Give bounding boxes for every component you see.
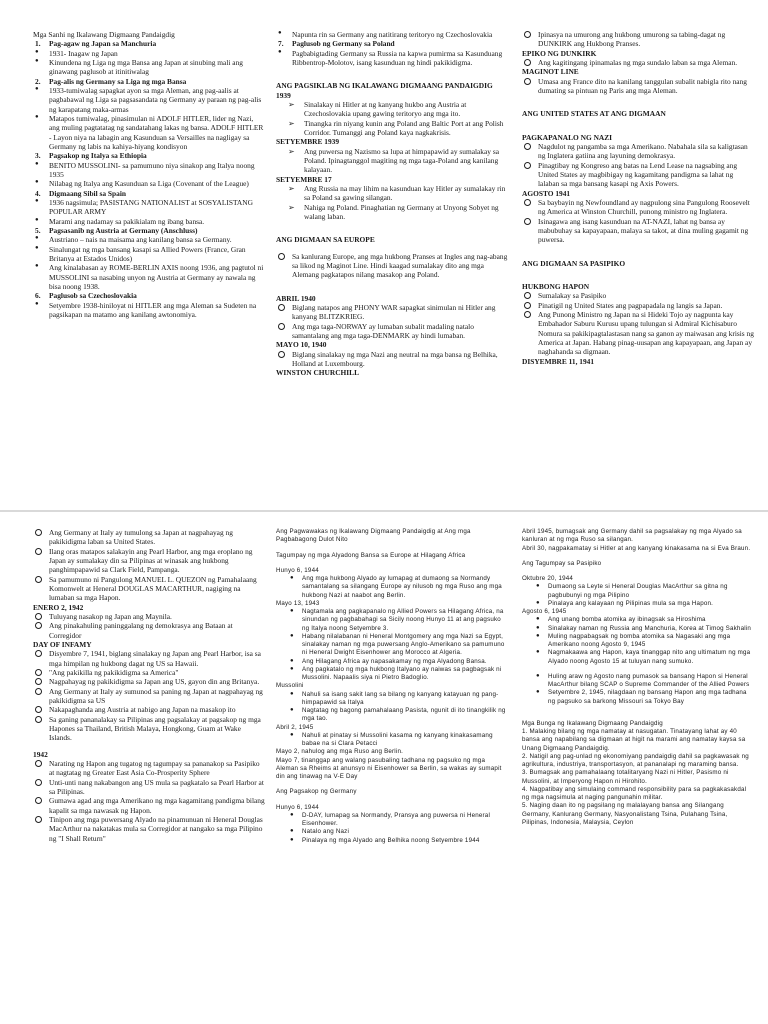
bullet-icon: ● [290, 657, 294, 664]
list-item-text: Sinalakay naman ng Russia ang Manchuria, Korea at Timog Sakhalin [548, 624, 752, 632]
list-item [33, 58, 265, 77]
arrow-bullet-icon: ➢ [288, 183, 295, 193]
arrow-bullet-icon: ➢ [288, 146, 295, 156]
list-item-text: Nagmakaawa ang Hapon, kaya tinanggap nito ang ultimatum ng mga Alyado noong Agosto 15 at tuluyan nang sumuko. [548, 649, 751, 665]
list-item [276, 633, 508, 658]
item-heading: Pagsakop ng Italya sa Ethiopia [49, 151, 147, 161]
hollow-bullet-icon [35, 576, 42, 583]
bullet-icon: ● [290, 575, 294, 581]
date-heading: Hunyo 6, 1944 [276, 803, 319, 811]
column-pacific-war [33, 512, 265, 1024]
list-item-text: Pagbabigtading Germany sa Russia na kapwa pumirma sa Kasunduang Ribbentrop-Molotov, isang kasunduan ng hindi pakikidigma. [292, 48, 503, 67]
spacer [522, 666, 754, 673]
list-item-text: Dumaong sa Leyte si Heneral Douglas MacArthur sa gitna ng pagbubunyi ng mga Pilipino [548, 583, 728, 599]
list-item-text: Sa kanlurang Europe, ang mga hukbong Pranses at Ingles ang nag-abang sa likod ng Maginot Line. Hindi kaagad sumalakay dito ang mga Alemang pagkatapos nilang masakop ang Poland. [292, 251, 508, 280]
date-heading: MAYO 10, 1940 [276, 340, 327, 350]
numbered-heading [33, 151, 265, 160]
date-heading: Oktubre 20, 1944 [522, 575, 574, 582]
list-item [276, 303, 508, 322]
list-item [276, 30, 508, 39]
list-item [522, 77, 754, 96]
list-item [33, 796, 265, 815]
list-item-text: Sinalakay ni Hitler at ng kanyang hukbo ang Austria at Czechoslovakia upang gawing teritoryo ang mga ito. [304, 99, 467, 119]
bullet-icon: ● [35, 197, 39, 204]
bullet-icon: ● [290, 665, 294, 672]
bullet-icon: ● [536, 649, 540, 656]
list-item [276, 252, 508, 280]
list-item-text: Sumalakay sa Pasipiko [538, 291, 607, 301]
hollow-bullet-icon [35, 650, 42, 657]
date-heading: 1942 [33, 749, 48, 759]
list-item [522, 616, 754, 624]
item-heading: Pagsasanib ng Austria at Germany (Anschluss) [49, 225, 198, 235]
spacer [522, 706, 754, 720]
section-heading: MAGINOT LINE [522, 67, 579, 77]
arrow-bullet-icon: ➢ [288, 99, 295, 109]
list-item-text: Ang Germany at Italy ay tumulong sa Japan at nagpahayag ng pakikidigma laban sa United States. [49, 528, 233, 547]
spacer [522, 95, 754, 109]
hollow-bullet-icon [35, 548, 42, 555]
hollow-bullet-icon [35, 622, 42, 629]
hollow-bullet-icon [524, 292, 531, 299]
bullet-icon: ● [35, 300, 39, 307]
list-item-text: Ang pagkatalo ng mga hukbong Italyano ay naiwas sa pagbagsak ni Mussolini. Napaalis siya ni Pietro Badoglio. [302, 665, 502, 681]
section-title: ANG UNITED STATES AT ANG DIGMAAN [522, 109, 666, 119]
list-item [33, 198, 265, 217]
document-title: Mga Sanhi ng Ikalawang Digmaang Pandaigdig [33, 30, 175, 39]
hollow-bullet-icon [278, 253, 285, 260]
list-item-text: Ang mga taga-NORWAY ay lumaban subalit madaling natalo samantalang ang mga taga-DENMARK ay hindi lumaban. [292, 321, 474, 340]
list-item-text: Ang Punong Ministro ng Japan na si Hideki Tojo ay nagpunta kay Embahador Saburu Kurusu upang tulungan si Admiral Kichisaburo Nomura sa pakikipagtalastasan nang sa ganon ay maiwasan ang krisis ng America at Japan. Habang pinag-uusapan ang kapayapaan, ang Japan ay naghahanda sa digmaan. [538, 309, 754, 357]
list-item [33, 235, 265, 244]
list-item [33, 621, 265, 640]
date-heading: DISYEMBRE 11, 1941 [522, 356, 595, 366]
list-item [33, 179, 265, 188]
date-heading: SETYEMBRE 17 [276, 174, 332, 184]
list-item-text: Habang nilalabanan ni Heneral Montgomery ang mga Nazi sa Egypt, sinalakay naman ng mga puwersang Anglo-Amerikano sa pamumuno ni Heneral Dwight Eisenhower ang Morocco at Algeria. [302, 632, 505, 657]
list-item-text: Ang kagitingang ipinamalas ng mga sundalo laban sa mga Aleman. [538, 57, 738, 67]
list-item-text: Ilang oras matapos salakayin ang Pearl Harbor, ang mga eroplano ng Japan ay sumalakay din sa Pilipinas at winasak ang hukbong panghimpapawid sa Clark Field, Pampanga. [49, 546, 253, 575]
outbreak-content [276, 30, 508, 378]
date-heading: Hunyo 6, 1944 [276, 566, 319, 574]
bullet-icon: ● [35, 113, 39, 120]
list-item [522, 301, 754, 310]
list-item [33, 705, 265, 714]
hollow-bullet-icon [35, 760, 42, 767]
list-item-text: Nilabag ng Italya ang Kasunduan sa Liga (Covenant of the League) [49, 179, 249, 189]
spacer [276, 221, 508, 235]
list-item-text: Muling nagpabagsak ng bomba atomika sa Nagasaki ang mga Amerikano noong Agosto 9, 1945 [548, 632, 731, 648]
date-heading: Mussolini [276, 682, 304, 690]
hollow-bullet-icon [278, 323, 285, 330]
column-outbreak [276, 0, 508, 512]
list-item [522, 689, 754, 706]
list-item-text: Gumawa agad ang mga Amerikano ng mga kagamitang pandigma bilang kapalit sa mga nawasak ng Hapon. [49, 796, 265, 815]
list-item-text: Ang mga hukbong Alyado ay lumapag at dumaong sa Normandy samantalang sa silangang Europe ay nilusob ng mga Ruso ang mga hukbong Nazi at naabot ang Berlin. [302, 575, 502, 599]
hollow-bullet-icon [278, 304, 285, 311]
item-heading: Paglusob sa Czechoslovakia [49, 291, 137, 301]
list-item [33, 815, 265, 843]
list-item [33, 612, 265, 621]
bullet-icon: ● [290, 731, 294, 738]
column-causes [33, 0, 265, 512]
list-item [276, 49, 508, 68]
column-war-end [276, 512, 508, 1024]
list-item-text: Marami ang nadamay sa pakikialam ng ibang bansa. [49, 216, 205, 226]
list-item [33, 301, 265, 320]
spacer [522, 268, 754, 282]
hollow-bullet-icon [524, 311, 531, 318]
list-item-text: Pinatigil ng United States ang pagpapadala ng langis sa Japan. [538, 300, 723, 310]
section-title: Ang Pagsakop ng Germany [276, 788, 357, 796]
hollow-bullet-icon [35, 613, 42, 620]
list-item [276, 812, 508, 829]
list-item [276, 147, 508, 175]
paragraph: Mayo 7, tinanggap ang walang pasubaling tadhana ng pagsuko ng mga Aleman sa Rheims at anunsyo ni Eisenhower sa Berlin, sa wakas ay sumapit din ang tinawag na V-E Day [276, 756, 502, 780]
causes-list [33, 39, 265, 319]
spacer [276, 560, 508, 567]
date-heading: ABRIL 1940 [276, 293, 316, 303]
bullet-icon: ● [278, 30, 282, 36]
list-item [276, 184, 508, 203]
list-item [276, 100, 508, 119]
numbered-heading [276, 39, 508, 48]
paragraph: Abril 30, nagpakamatay si Hitler at ang kanyang kinakasama na si Eva Braun. [522, 544, 751, 552]
bullet-icon: ● [35, 263, 39, 270]
list-item [276, 608, 508, 633]
us-pacific-content [522, 30, 754, 366]
hollow-bullet-icon [35, 529, 42, 536]
date-heading: Mayo 13, 1943 [276, 599, 320, 607]
list-item [33, 245, 265, 264]
hollow-bullet-icon [35, 706, 42, 713]
arrow-bullet-icon: ➢ [288, 202, 295, 212]
arrow-bullet-icon: ➢ [288, 118, 295, 128]
spacer [33, 743, 265, 750]
list-item-text: Sa baybayin ng Newfoundland ay nagpulong sina Pangulong Roosevelt ng America at Winston Churchill, punong ministro ng Inglatera. [538, 197, 750, 217]
list-item-text: Nagtamala ang pagkapanalo ng Allied Powers sa Hilagang Africa, na sinundan ng pagbabahagi sa Sicily noong Hunyo 11 at ang pagsuko ng Italya noong Setyembre 3. [302, 608, 504, 632]
bullet-icon: ● [290, 632, 294, 639]
hollow-bullet-icon [278, 351, 285, 358]
hollow-bullet-icon [35, 669, 42, 676]
date-heading: Abril 2, 1945 [276, 723, 314, 731]
list-item-text: Ang pinakahuling paninggalang ng demokrasya ang Bataan at Corregidor [49, 621, 233, 640]
bullet-icon: ● [290, 690, 294, 697]
list-item [522, 625, 754, 633]
item-number: 6. [35, 291, 41, 301]
date-heading: ENERO 2, 1942 [33, 602, 84, 612]
bullet-icon: ● [536, 689, 540, 696]
section-title: HUKBONG HAPON [522, 281, 590, 291]
section-title: PAGKAPANALO NG NAZI [522, 132, 613, 142]
list-item [276, 575, 508, 600]
list-item [276, 828, 508, 836]
numbered-paragraph: 3. Bumagsak ang pamahalaang totalitaryang Nazi ni Hitler, Pasismo ni Mussolini, at Imperyong Hapon ni Hirohito. [522, 769, 729, 785]
list-item-text: Huling araw ng Agosto nang pumasok sa bansang Hapon si Heneral MacArthur bilang SCAP o Supreme Commander of the Allied Powers [548, 672, 750, 688]
list-item [33, 49, 265, 58]
list-item [33, 649, 265, 668]
paragraph: Mayo 2, nahulog ang mga Ruso ang Berlin. [276, 748, 404, 756]
list-item-text: Nahuli sa isang sakit lang sa bilang ng kanyang katayuan ng pang-himpapawid sa Italya [302, 690, 499, 706]
list-item-text: Ang Russia na may lihim na kasunduan kay Hitler ay sumalakay rin sa Poland sa gawing silangan. [304, 183, 506, 203]
list-item-text: D-DAY, lumapag sa Normandy, Pransya ang puwersa ni Heneral Eisenhower. [302, 811, 491, 827]
list-item-text: Ang unang bomba atomika ay ibinagsak sa Hiroshima [548, 616, 706, 624]
item-number: 2. [35, 76, 41, 86]
item-number: 4. [35, 188, 41, 198]
item-number: 1. [35, 39, 41, 49]
list-item [522, 198, 754, 217]
date-heading: 1939 [276, 90, 291, 100]
list-item-text: Tinipon ang mga puwersang Alyado na pinamunuan ni Heneral Douglas MacArthur na nakatakas mula sa Corregidor at nangako sa mga Pilipino ng "I Shall Return" [49, 814, 263, 843]
item-heading: Pag-agaw ng Japan sa Manchuria [49, 39, 157, 49]
list-item-text: Nahiga ng Poland. Pinaghatian ng Germany at Unyong Sobyet ng walang laban. [304, 202, 499, 221]
numbered-paragraph: 2. Natigil ang pag-unlad ng ekonomiyang pandaigdig dahil sa pagkawasak ng agrikultura, industriya, transportasyon, at pananalapi ng maraming bansa. [522, 752, 749, 768]
column-us-pacific [522, 0, 754, 512]
spacer [276, 280, 508, 294]
date-heading: AGOSTO 1941 [522, 188, 571, 198]
bullet-icon: ● [35, 179, 39, 186]
page-bottom [0, 512, 768, 1024]
hollow-bullet-icon [524, 59, 531, 66]
bullet-icon: ● [35, 160, 39, 167]
list-item-text: Ang kinalabasan ay ROME-BERLIN AXIS noong 1936, ang pagtutol ni MUSSOLINI sa nasabing unyon ng Austria at Germany ay nawala ng bisa noong 1938. [49, 263, 264, 291]
list-item [522, 649, 754, 666]
list-item-text: Kinundena ng Liga ng mga Bansa ang Japan at sinubing mali ang ginawang paglusob at itinitiwalag [49, 57, 243, 77]
pacific-war-content [33, 528, 265, 843]
hollow-bullet-icon [35, 779, 42, 786]
bullet-icon: ● [536, 624, 540, 631]
list-item-text: Umasa ang France dito na kanilang tanggulan subalit nabigla rito nang dumating sa pintuan ng Paris ang mga Aleman. [538, 76, 747, 95]
bullet-icon: ● [35, 48, 39, 55]
list-item-text: Isinagawa ang isang kasunduan na AT-NAZI, lahat ng bansa ay mabubuhay sa kapayapaan, malaya sa takot, at dina muling gagamit ng puwersa. [538, 216, 749, 245]
hollow-bullet-icon [524, 78, 531, 85]
paragraph: Abril 1945, bumagsak ang Germany dahil sa pagsalakay ng mga Alyado sa kanluran at ng mga Ruso sa silangan. [522, 528, 742, 544]
list-item-text: 1936 nagsimula; PASISTANG NATIONALIST at SOSYALISTANG POPULAR ARMY [49, 197, 253, 217]
list-item [276, 707, 508, 724]
list-item [33, 778, 265, 797]
list-item [276, 666, 508, 683]
bullet-icon: ● [35, 85, 39, 92]
column-effects [522, 512, 754, 1024]
list-item [33, 161, 265, 180]
section-heading: WINSTON CHURCHILL [276, 368, 360, 378]
list-item-text: Ang Hilagang Africa ay napasakamay ng mga Alyadong Bansa. [302, 657, 487, 665]
list-item-text: Matapos tumiwalag, pinasimulan ni ADOLF HITLER, lider ng Nazi, ang muling pagtatatag ng sandatahang lakas ng bansa. ADOLF HITLER - Layon niya na labagin ang Kasunduan sa Versailles na nagligay sa Germany ng labis na kahiya-hiyang kondisyon [49, 113, 264, 151]
list-item-text: Sinalungat ng mga bansang kasapi sa Allied Powers (France, Gran Britanya at Estados Unidos) [49, 244, 246, 263]
list-item-text: Nagpahayag ng pakikidigma sa Japan ang US, gayon din ang Britanya. [49, 677, 260, 687]
list-item-text: Setyembre 1938-hiniloyat ni HITLER ang mga Aleman sa Sudeten na pagsikapan na matamo ang kanilang awtonomiya. [49, 300, 257, 319]
section-title: Tagumpay ng mga Alyadong Bansa sa Europe at Hilagang Africa [276, 551, 466, 559]
list-item-text: "Ang pakikilla ng pakikidigma sa America" [49, 667, 179, 677]
hollow-bullet-icon [524, 31, 531, 38]
bullet-icon: ● [536, 616, 540, 623]
list-item [276, 119, 508, 138]
item-number: 7. [278, 39, 284, 49]
list-item [33, 687, 265, 706]
list-item-text: Unti-unti nang nakabangon ang US mula sa pagkatalo sa Pearl Harbor at sa Pilipinas. [49, 777, 264, 796]
list-item [33, 759, 265, 778]
list-item-text: Biglang sinalakay ng mga Nazi ang neutral na mga bansa ng Belhika, Holland at Luxembourg. [292, 349, 498, 368]
hollow-bullet-icon [524, 143, 531, 150]
numbered-paragraph: 1. Malaking bilang ng mga namatay at nasugatan. Tinatayang lahat ay 40 bansa ang napabilang sa digmaan at higit na marami ang namatay kaysa sa Unang Digmaang Pandaigdig. [522, 728, 746, 752]
list-item [522, 583, 754, 600]
list-item-text: Pinagtibay ng Kongreso ang batas na Lend Lease na nagsabing ang United States ay magbibigay ng kagamitang pandigma sa lahat ng lalaban sa mga bansang kasapi ng Axis Powers. [538, 160, 738, 189]
list-item [276, 732, 508, 749]
list-item-text: BENITO MUSSOLINI- sa pamumuno niya sinakop ang Italya noong 1935 [49, 160, 255, 179]
numbered-heading [33, 39, 265, 48]
bullet-icon: ● [35, 57, 39, 64]
list-item-text: Pinalaya ang kalayaan ng Pilipinas mula sa mga Hapon. [548, 599, 714, 607]
spacer [276, 67, 508, 81]
bullet-icon: ● [290, 707, 294, 713]
effects-content [522, 528, 754, 827]
list-item [522, 673, 754, 690]
list-item-text: Setyembre 2, 1945, nilagdaan ng bansang Hapon ang mga tadhana ng pagsuko sa barkong Missouri sa Tokyo Bay [548, 689, 747, 705]
list-item-text: 1933-tumiwalag sapagkat ayon sa mga Aleman, ang pag-aalis at pagbabawal ng Liga sa pagsasandata ng Germany ay paraan ng pag-alis ng karapatang maka-armas [49, 85, 262, 114]
bullet-icon: ● [290, 811, 294, 818]
bullet-icon: ● [290, 608, 294, 614]
list-item-text: Tinangka rin niyang kunin ang Poland ang Baltic Port at ang Polish Corridor. Tumanggi ang Poland kaya nagkakrisis. [304, 118, 504, 137]
bullet-icon: ● [278, 48, 282, 55]
list-item-text: Tuluyang nasakop ng Japan ang Maynila. [49, 611, 172, 621]
list-item [522, 58, 754, 67]
hollow-bullet-icon [524, 302, 531, 309]
hollow-bullet-icon [35, 816, 42, 823]
hollow-bullet-icon [35, 688, 42, 695]
numbered-paragraph: 4. Nagpatibay ang simulaing command responsibility para sa pagkakasakdal ng mga nagsimula at naging pangunahin militar. [522, 785, 747, 801]
item-heading: Pag-alis ng Germany sa Liga ng mga Bansa [49, 76, 187, 86]
list-item-text: Natalo ang Nazi [302, 828, 350, 836]
list-item [33, 114, 265, 151]
list-item-text: Disyembre 7, 1941, biglang sinalakay ng Japan ang Pearl Harbor, isa sa mga himpilan ng hukbong dagat ng US sa Hawaii. [49, 649, 261, 668]
list-item [522, 161, 754, 189]
hollow-bullet-icon [524, 162, 531, 169]
item-number: 3. [35, 151, 41, 161]
spacer [276, 781, 508, 788]
item-number: 5. [35, 225, 41, 235]
date-heading: Agosto 6, 1945 [522, 608, 567, 615]
list-item [522, 142, 754, 161]
list-item-text: Sa pamumuno ni Pangulong MANUEL L. QUEZON ng Pamahalaang Komonwelt at Heneral DOUGLAS MACARTHUR, nagiging na lumaban sa mga Hapon. [49, 574, 257, 603]
section-title: ANG DIGMAAN SA EUROPE [276, 235, 375, 245]
list-item [522, 633, 754, 650]
list-item [276, 691, 508, 708]
hollow-bullet-icon [524, 218, 531, 225]
bullet-icon: ● [536, 599, 540, 606]
bullet-icon: ● [536, 632, 540, 639]
list-item [33, 217, 265, 226]
list-item [33, 575, 265, 603]
list-item-text: Ang puwersa ng Nazismo sa lupa at himpapawid ay sumalakay sa Poland. Ipinagtanggol magiting ng mga taga-Poland ang kanilang kalayaan. [304, 146, 499, 175]
item-heading: Digmaang Sibil sa Spain [49, 188, 127, 198]
war-end-content [276, 528, 508, 845]
list-item-text: Ang Germany at Italy ay sumunod sa paning ng Japan at nagpahayag ng pakikidigma sa US [49, 686, 263, 705]
list-item [33, 263, 265, 291]
list-item-text: Austriano – nais na maisama ang kanilang bansa sa Germany. [49, 235, 232, 245]
list-item [276, 203, 508, 222]
list-item-text: Nagtatag ng bagong pamahalaang Pasista, ngunit di ito tinangkilik ng mga tao. [302, 707, 506, 723]
list-item [276, 350, 508, 369]
section-title: Ang Pagwawakas ng Ikalawang Digmaang Pandaigdig at Ang mga Pagbabagong Dulot Nito [276, 528, 471, 544]
bullet-icon: ● [35, 244, 39, 251]
list-item-text: Nakapaghanda ang Austria at nabigo ang Japan na masakop ito [49, 705, 236, 715]
list-item-text: Nagdulot ng pangamba sa mga Amerikano. Nabahala sila sa kaligtasan ng Inglatera gatiina ang layuning demokrasya. [538, 141, 748, 161]
list-item [33, 547, 265, 575]
bullet-icon: ● [290, 828, 294, 835]
bullet-icon: ● [536, 583, 540, 590]
list-item [522, 217, 754, 245]
list-item-text: Ipinasya na umurong ang hukbong umurong sa tabing-dagat ng DUNKIRK ang Hukbong Pranses. [538, 30, 726, 49]
list-item-text: Nahuli at pinatay si Mussolini kasama ng kanyang kinakasamang babae na si Clara Petacci [302, 731, 493, 747]
list-item-text: 1931- Inagaw ng Japan [49, 48, 118, 58]
list-item-text: Pinalaya ng mga Alyado ang Belhika noong Setyembre 1944 [302, 836, 480, 844]
list-item [276, 322, 508, 341]
list-item [33, 668, 265, 677]
spacer [276, 245, 508, 252]
list-item [522, 600, 754, 608]
numbered-paragraph: 5. Naging daan ito ng pagsilang ng malalayang bansa ang Silangang Germany, Kanlurang Germany, Nasyonalistang Tsina, Pulahang Tsina, Pilipinas, Indonesia, Malaysia, Ceylon [522, 802, 728, 826]
list-item [522, 30, 754, 49]
numbered-heading [33, 189, 265, 198]
spacer [276, 797, 508, 804]
hollow-bullet-icon [35, 716, 42, 723]
section-title: Mga Bunga ng Ikalawang Digmaang Pandaigdig [522, 719, 663, 727]
list-item [276, 658, 508, 666]
bullet-icon: ● [536, 672, 540, 679]
list-item [33, 86, 265, 114]
hollow-bullet-icon [35, 797, 42, 804]
numbered-heading [33, 291, 265, 300]
hollow-bullet-icon [524, 199, 531, 206]
list-item [276, 837, 508, 845]
spacer [522, 553, 754, 560]
section-title: ANG DIGMAAN SA PASIPIKO [522, 258, 626, 268]
bullet-icon: ● [290, 836, 294, 843]
list-item [522, 291, 754, 300]
date-heading: SETYEMBRE 1939 [276, 137, 340, 147]
spacer [522, 568, 754, 575]
section-title: Ang Tagumpay sa Pasipiko [522, 559, 602, 567]
list-item-text: Biglang natapos ang PHONY WAR sapagkat sinimulan ni Hitler ang kanyang BLITZKRIEG. [292, 302, 496, 322]
bullet-icon: ● [35, 235, 39, 242]
list-item [33, 715, 265, 743]
spacer [522, 119, 754, 133]
hollow-bullet-icon [35, 678, 42, 685]
item-heading: Paglusob ng Germany sa Poland [292, 39, 395, 49]
section-heading: EPIKO NG DUNKIRK [522, 48, 597, 58]
list-item [33, 528, 265, 547]
spacer [522, 245, 754, 259]
list-item [522, 310, 754, 357]
list-item-text: Napunta rin sa Germany ang natitirang teritoryo ng Czechoslovakia [292, 30, 493, 39]
numbered-heading [33, 226, 265, 235]
bullet-icon: ● [35, 216, 39, 223]
section-title: ANG PAGSIKLAB NG IKALAWANG DIGMAANG PANDAIGDIG [276, 81, 493, 91]
section-heading: DAY OF INFAMY [33, 639, 92, 649]
list-item-text: Sa ganing pananalakay sa Pilipinas ang pagsalakay at pagsakop ng mga Hapones sa Thailand, British Malaya, Hongkong, Guam at Wake Islands. [49, 714, 261, 743]
numbered-heading [33, 77, 265, 86]
spacer [276, 545, 508, 552]
list-item [33, 677, 265, 686]
list-item-text: Narating ng Hapon ang tugatog ng tagumpay sa pananakop sa Pasipiko at nagtatag ng Greater East Asia Co-Prosperity Sphere [49, 758, 260, 778]
